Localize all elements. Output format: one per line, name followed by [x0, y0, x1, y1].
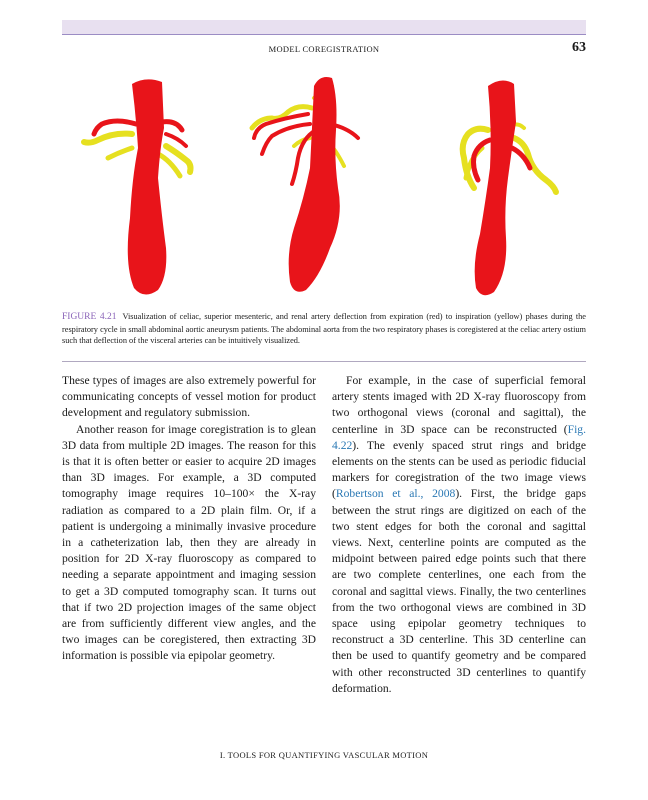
running-title: MODEL COREGISTRATION — [268, 44, 380, 54]
aorta-panel-1 — [84, 79, 191, 294]
citation-link[interactable]: Robertson et al., 2008 — [335, 487, 456, 501]
figure-caption — [62, 311, 586, 347]
page-number: 63 — [572, 40, 586, 55]
paragraph: Another reason for image coregistration is to glean 3D data from multiple 2D images. The reason for this is that it is often better or easier to acquire 2D images than 3D images. For example, a 3D computed tomography image requires 10–100× the X-ray radiation as compared to a 2D plain film. Or, if a patient is undergoing a minimally invasive procedure in a catheterization lab, then they are already in position for 2D X-ray fluoroscopy as compared to needing a separate appointment and imaging session to get a 3D computed tomography scan. It turns out that if two 2D projection images of the same object are from sufficiently different view angles, and the two images can be coregistered, then extracting 3D information is possible via epipolar geometry. — [62, 422, 316, 663]
figure-reference-link[interactable]: Fig. 4.22 — [332, 422, 586, 452]
figure-4-21 — [62, 68, 586, 304]
right-column — [332, 373, 586, 697]
aorta-body-1 — [128, 79, 167, 294]
text-run: For example, in the case of superficial femoral artery stents imaged with 2D X-ray fluoroscopy from two orthogonal views (coronal and sagittal), the centerline in 3D space can be reconstructed ( — [332, 374, 586, 436]
running-head — [62, 42, 586, 58]
paragraph: These types of images are also extremely powerful for communicating concepts of vessel motion for product development and regulatory submission. — [62, 374, 316, 420]
text-run: ). The evenly spaced strut rings and bridge elements on the stents can be used as periodic fiducial markers for coregistration of the two image views ( — [332, 438, 586, 501]
aorta-panel-2 — [252, 77, 358, 292]
header-band — [62, 20, 586, 34]
red-branches-2 — [254, 114, 358, 184]
text-run: ). First, the bridge gaps between the strut rings are digitized on each of the two stent edges for both the coronal and sagittal views. Next, centerline points are computed as the midpoint between paired edge points such that there are two complete centerlines, one each from the coronal and sagittal views. Finally, the two centerlines from the two orthogonal views are combined in 3D space using epipolar geometry techniques to reconstruct a 3D centerline. This 3D centerline can then be used to quantify geometry and be compared with other reconstructed 3D centerlines to quantify deformation. — [332, 487, 586, 695]
figure-label: FIGURE 4.21 — [62, 312, 117, 322]
paragraph — [332, 373, 586, 697]
aorta-panel-3 — [463, 80, 556, 295]
left-column — [62, 373, 316, 665]
caption-rule — [62, 361, 586, 362]
aorta-renderings — [62, 68, 586, 304]
header-rule — [62, 34, 586, 35]
footer: I. TOOLS FOR QUANTIFYING VASCULAR MOTION — [219, 750, 429, 760]
aorta-body-3 — [475, 80, 516, 295]
caption-text: Visualization of celiac, superior mesenteric, and renal artery deflection from expiration (red) to inspiration (yellow) phases during the respiratory cycle in small abdominal aortic aneurysm patients. The abdominal aorta from the two respiratory phases is coregistered at the celiac artery ostium such that deflection of the visceral arteries can be intuitively visualized. — [62, 312, 586, 346]
